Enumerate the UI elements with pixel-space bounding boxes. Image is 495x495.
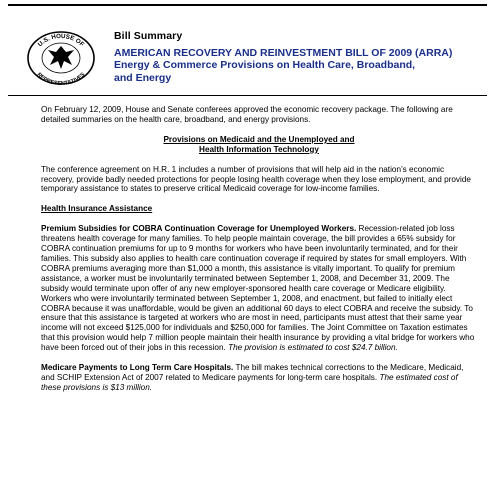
seal-text-bottom: REPRESENTATIVES xyxy=(35,71,87,86)
medicaid-heading-line2: Health Information Technology xyxy=(199,144,319,154)
ltc-estimate: The estimated cost of these provisions is $13 million. xyxy=(41,372,458,392)
health-insurance-heading: Health Insurance Assistance xyxy=(41,204,153,214)
summary-body xyxy=(41,105,477,403)
ltc-lead: Medicare Payments to Long Term Care Hospitals. xyxy=(41,363,234,373)
ltc-text: The bill makes technical corrections to the Medicare, Medicaid, and SCHIP Extension Act of 2007 related to Medicare payments for long-term care hospitals. xyxy=(41,363,464,382)
ltc-paragraph xyxy=(41,363,477,393)
top-rule xyxy=(8,4,487,6)
cobra-paragraph xyxy=(41,224,477,353)
bill-subtitle-line2: and Energy xyxy=(114,71,172,84)
bill-summary-label: Bill Summary xyxy=(114,30,183,42)
bill-title: AMERICAN RECOVERY AND REINVESTMENT BILL OF 2009 (ARRA) xyxy=(114,47,453,59)
seal-text-top: U.S. HOUSE OF xyxy=(36,32,86,49)
medicaid-section-heading xyxy=(41,135,477,155)
cobra-text: Recession-related job loss threatens health coverage for many families. To help people maintain coverage, the bill provides a 65% subsidy for COBRA continuation premiums for up to 9 months for workers who have been involuntarily terminated, and for their families. This subsidy also applies to health care continuation coverage if required by states for small employers. With COBRA premiums averaging more than $1,000 a month, this assistance is vitally important. To qualify for premium assistance, a worker must be involuntarily terminated between September 1, 2008, and December 31, 2009. The subsidy would terminate upon offer of any new employer-sponsored health care coverage or Medicare eligibility. Workers who were involuntarily terminated between September 1, 2008, and enactment, but failed to initially elect COBRA because it was unaffordable, would be given an additional 60 days to elect COBRA and receive the subsidy. To ensure that this assistance is targeted at workers who are most in need, participants must attest that their same year income will not exceed $125,000 for individuals and $250,000 for families. The Joint Committee on Taxation estimates that this provision would help 7 million people maintain their health insurance by providing a vital bridge for workers who have been forced out of their jobs in this recession. xyxy=(41,224,475,353)
conference-paragraph: The conference agreement on H.R. 1 includes a number of provisions that will help aid in the nation’s economic recovery, provide badly needed protections for people losing health coverage when they lose employment, and provide temporary assistance to states to preserve critical Medicaid coverage for low-income families. xyxy=(41,164,471,194)
header xyxy=(114,30,484,84)
medicaid-heading-line1: Provisions on Medicaid and the Unemployed and xyxy=(163,134,355,144)
bill-subtitle-line1: Energy & Commerce Provisions on Health Care, Broadband, xyxy=(114,59,416,71)
cobra-lead: Premium Subsidies for COBRA Continuation Coverage for Unemployed Workers. xyxy=(41,224,357,234)
house-seal-icon xyxy=(26,30,96,86)
header-divider xyxy=(8,95,487,96)
cobra-estimate: The provision is estimated to cost $24.7 billion. xyxy=(228,343,398,353)
intro-paragraph: On February 12, 2009, House and Senate conferees approved the economic recovery package. The following are detailed summaries on the health care, broadband, and energy provisions. xyxy=(41,105,453,124)
